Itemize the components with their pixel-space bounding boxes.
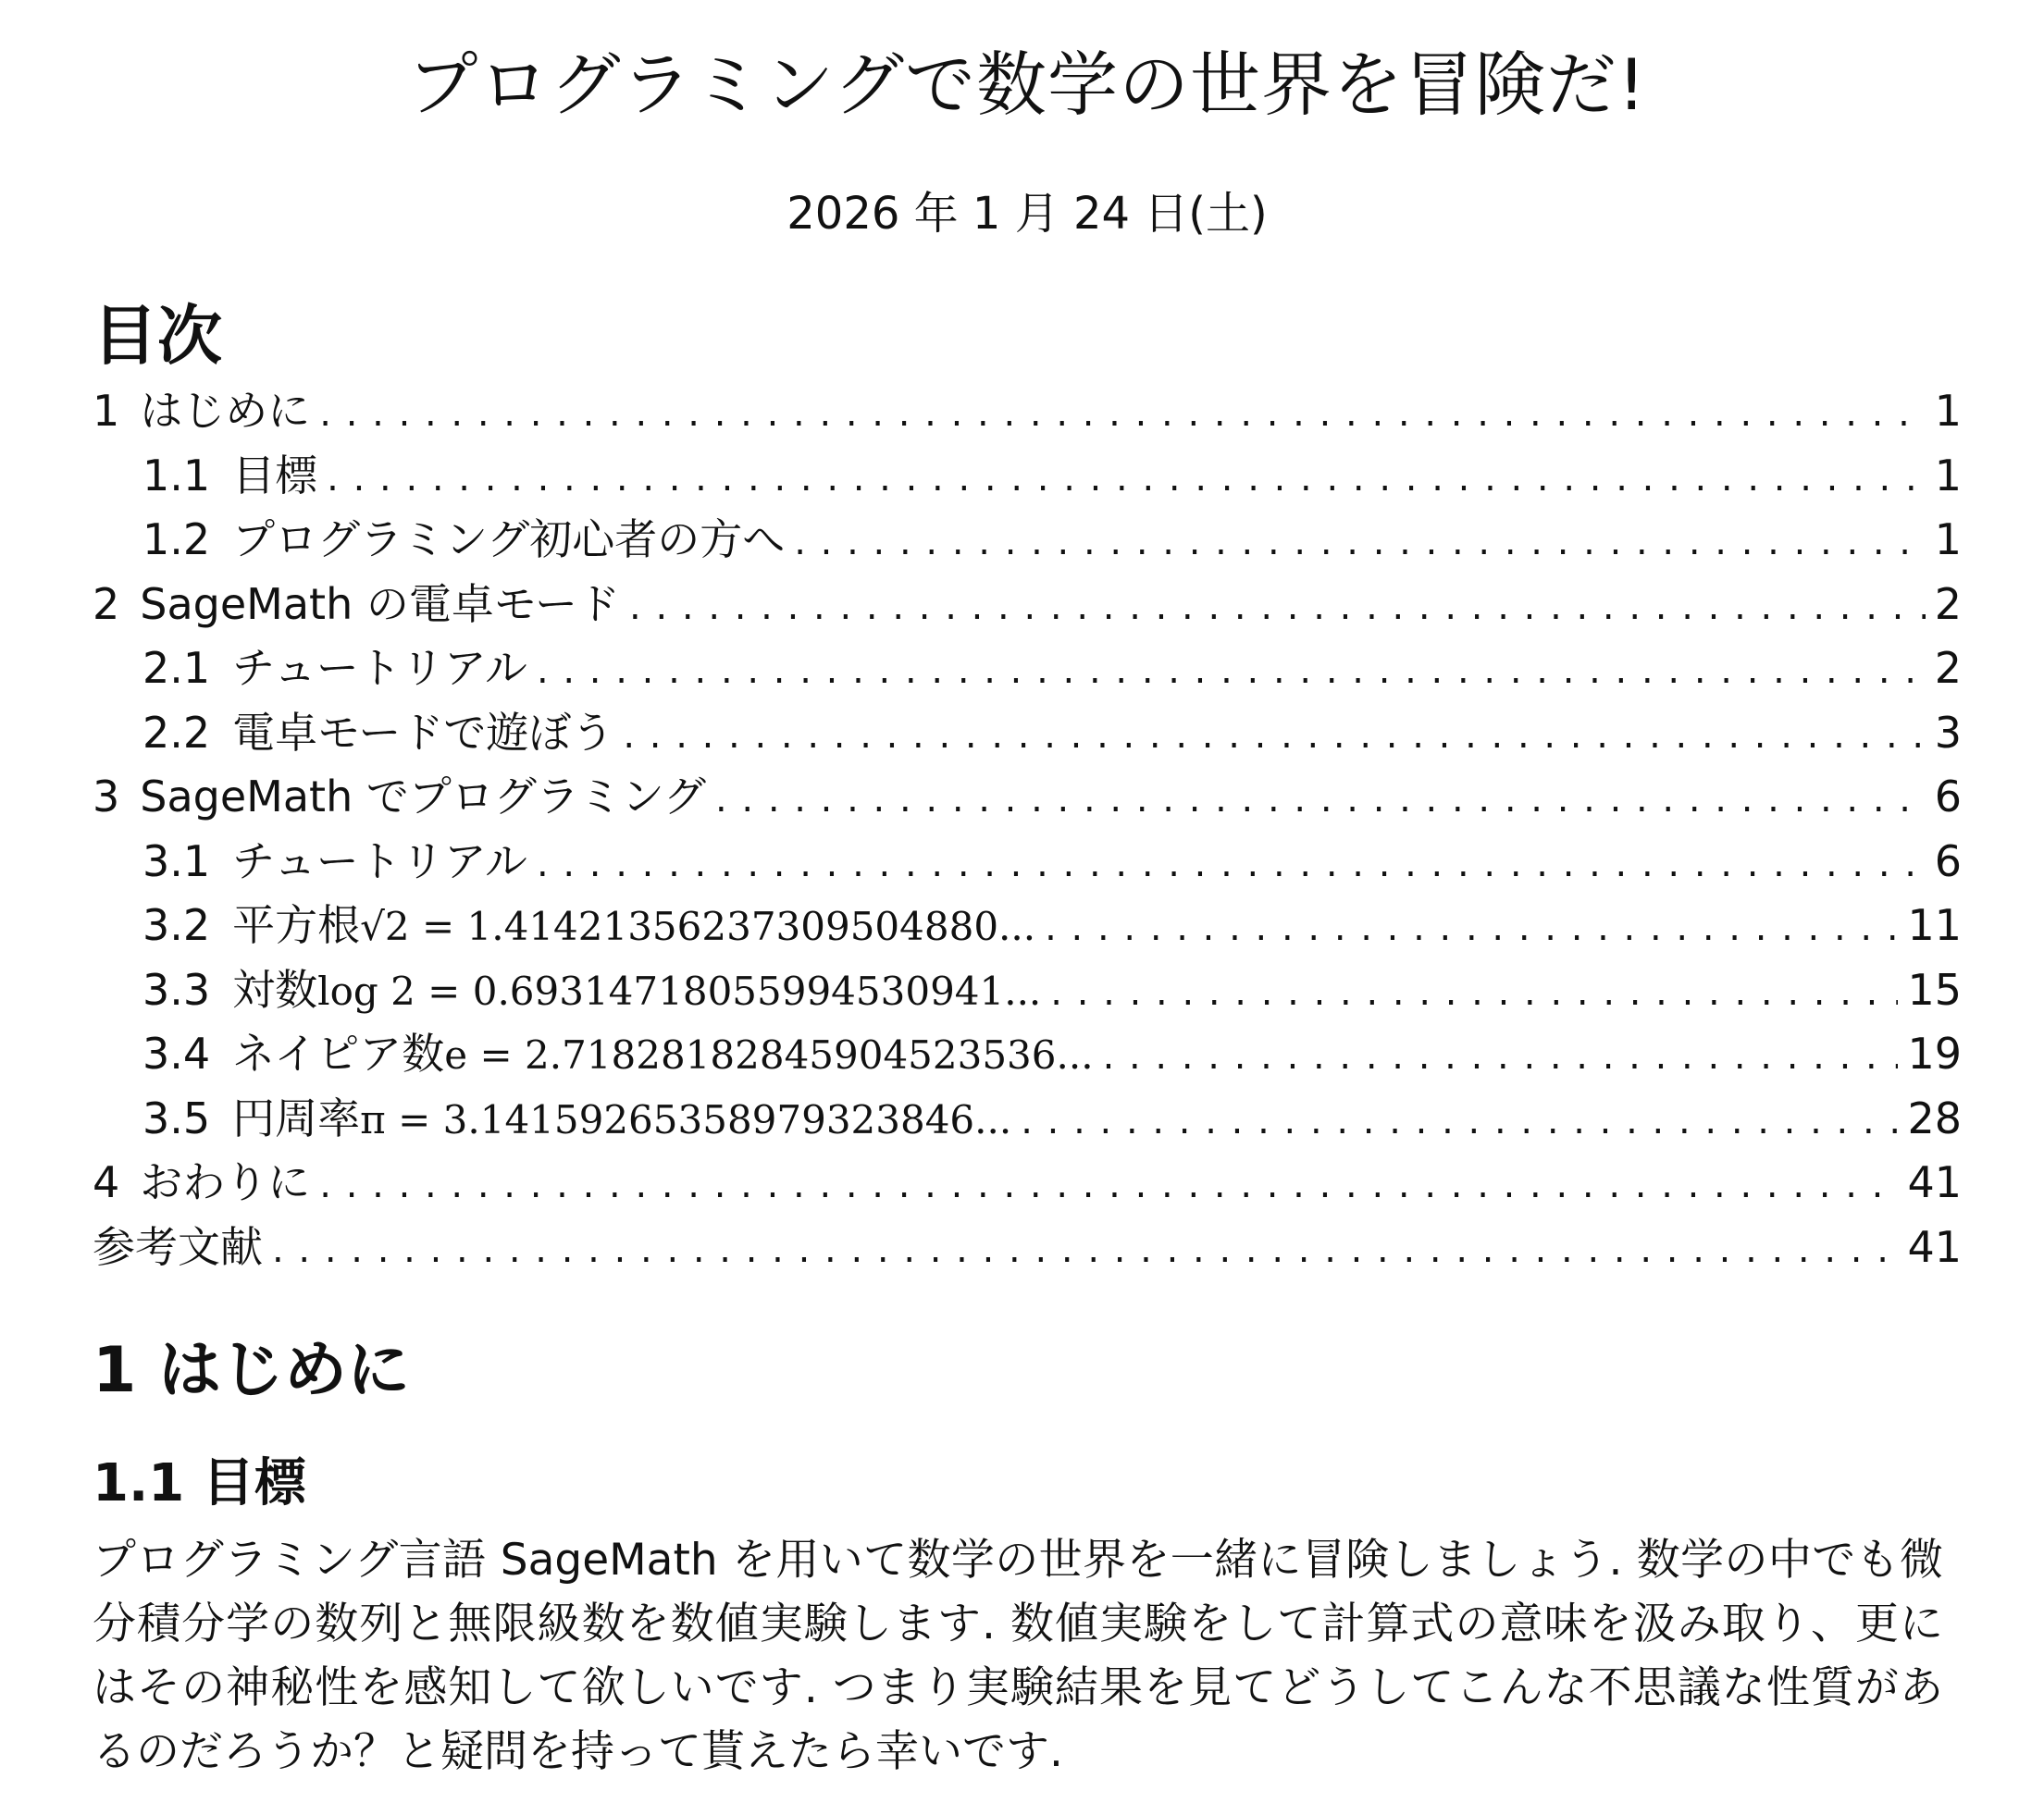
- toc-entry-2-2[interactable]: [93, 701, 1962, 766]
- toc-entry-math: π = 3.14159265358979323846...: [360, 1096, 1012, 1142]
- subsection-heading: 1.1 目標: [93, 1453, 306, 1513]
- toc-entry-2[interactable]: [93, 573, 1962, 637]
- toc-leader-dots: [715, 768, 1926, 833]
- toc-entry-number: 2: [93, 578, 120, 629]
- document-title: プログラミングで数学の世界を冒険だ!: [407, 43, 1647, 126]
- toc-entry-label: 対数: [232, 964, 318, 1015]
- toc-entry-page: 11: [1907, 900, 1962, 950]
- toc-entry-number: 1.1: [142, 450, 211, 500]
- toc-entry-number: 4: [93, 1157, 120, 1207]
- section-heading: 1 はじめに: [93, 1334, 410, 1407]
- toc-entry-1-2[interactable]: [93, 508, 1962, 573]
- toc-entry-page: 15: [1907, 964, 1962, 1015]
- toc-entry-3[interactable]: [93, 765, 1962, 830]
- toc-entry-page: 1: [1934, 450, 1962, 500]
- toc-entry-number: 3.3: [142, 964, 211, 1015]
- toc-entry-label: おわりに: [140, 1157, 311, 1207]
- toc-leader-dots: [327, 447, 1926, 512]
- toc-entry-page: 41: [1907, 1221, 1962, 1272]
- body-paragraph: プログラミング言語 SageMath を用いて数学の世界を一緒に冒険しましょう. 数学の中でも微分積分学の数列と無限級数を数値実験します. 数値実験をして計算式の意味を汲み取り、更にはその神秘性を感知して欲しいです. つまり実験結果を見てどうしてこんな不思議な性質があるのだろうか？と疑問を持って貰えたら幸いです.: [93, 1535, 1943, 1777]
- document-date: 2026 年 1 月 24 日(土): [787, 188, 1268, 240]
- toc-entry-number: 3.2: [142, 900, 211, 950]
- toc-leader-dots: [629, 575, 1926, 640]
- toc-entry-page: 41: [1907, 1157, 1962, 1207]
- toc-entry-label: 円周率: [232, 1093, 361, 1143]
- toc-entry-3-1[interactable]: [93, 830, 1962, 895]
- toc-entry-page: 2: [1934, 578, 1962, 629]
- toc-leader-dots: [1045, 896, 1898, 961]
- toc-entry-number: 1.2: [142, 514, 211, 564]
- toc-entry-page: 19: [1907, 1029, 1962, 1079]
- toc-entry-label: チュートリアル: [232, 643, 527, 693]
- toc-entry-3-5[interactable]: [93, 1087, 1962, 1152]
- toc-leader-dots: [1050, 961, 1898, 1026]
- toc-entry-page: 3: [1934, 707, 1962, 758]
- toc-entry-label: ネイピア数: [232, 1029, 445, 1079]
- toc-entry-page: 2: [1934, 643, 1962, 693]
- toc-leader-dots: [537, 833, 1926, 897]
- toc-entry-label: 電卓モードで遊ぼう: [232, 707, 614, 758]
- toc-entry-number: 3.1: [142, 835, 211, 886]
- toc-entry-number: 3.5: [142, 1093, 211, 1143]
- toc-entry-label: 参考文献: [93, 1221, 263, 1272]
- toc-entry-label: SageMath の電卓モード: [140, 578, 621, 629]
- toc-entry-1[interactable]: [93, 379, 1962, 444]
- toc-entry-number: 3.4: [142, 1029, 211, 1079]
- toc-entry-1-1[interactable]: [93, 444, 1962, 509]
- toc-entry-label: チュートリアル: [232, 835, 527, 886]
- toc-entry-math: log 2 = 0.69314718055994530941...: [317, 968, 1042, 1014]
- toc-entry-2-1[interactable]: [93, 636, 1962, 701]
- toc-entry-label: 平方根: [232, 900, 361, 950]
- toc-entry-label: SageMath でプログラミング: [140, 772, 706, 821]
- toc-leader-dots: [1103, 1025, 1899, 1090]
- toc-entry-number: 2.1: [142, 643, 211, 693]
- toc-heading: 目次: [93, 298, 222, 374]
- toc-entry-4[interactable]: [93, 1151, 1962, 1216]
- toc-entry-page: 1: [1934, 386, 1962, 436]
- toc-entry-number: 3: [93, 772, 120, 821]
- toc-entry-3-2[interactable]: [93, 894, 1962, 958]
- toc-entry-math: e = 2.71828182845904523536...: [444, 1032, 1094, 1078]
- toc-entry-page: 28: [1907, 1093, 1962, 1143]
- toc-leader-dots: [319, 1154, 1898, 1218]
- toc-leader-dots: [272, 1218, 1898, 1283]
- toc-entry-page: 6: [1934, 835, 1962, 886]
- toc-leader-dots: [319, 382, 1925, 447]
- toc-leader-dots: [537, 639, 1926, 704]
- toc-leader-dots: [794, 511, 1925, 575]
- toc-entry-page: 1: [1934, 514, 1962, 564]
- toc-entry-label: プログラミング初心者の方へ: [232, 514, 786, 564]
- toc-entry-number: 1: [93, 386, 120, 436]
- table-of-contents: [93, 379, 1962, 1279]
- toc-entry-label: 目標: [232, 450, 318, 500]
- toc-entry-label: はじめに: [140, 386, 311, 436]
- toc-entry-number: 2.2: [142, 707, 211, 758]
- toc-entry-page: 6: [1934, 772, 1962, 821]
- toc-leader-dots: [1021, 1090, 1898, 1155]
- toc-entry-references[interactable]: [93, 1216, 1962, 1280]
- toc-entry-3-4[interactable]: [93, 1022, 1962, 1087]
- toc-entry-math: √2 = 1.414213562373095048​80...: [360, 904, 1036, 949]
- toc-entry-3-3[interactable]: [93, 958, 1962, 1023]
- toc-leader-dots: [623, 704, 1925, 769]
